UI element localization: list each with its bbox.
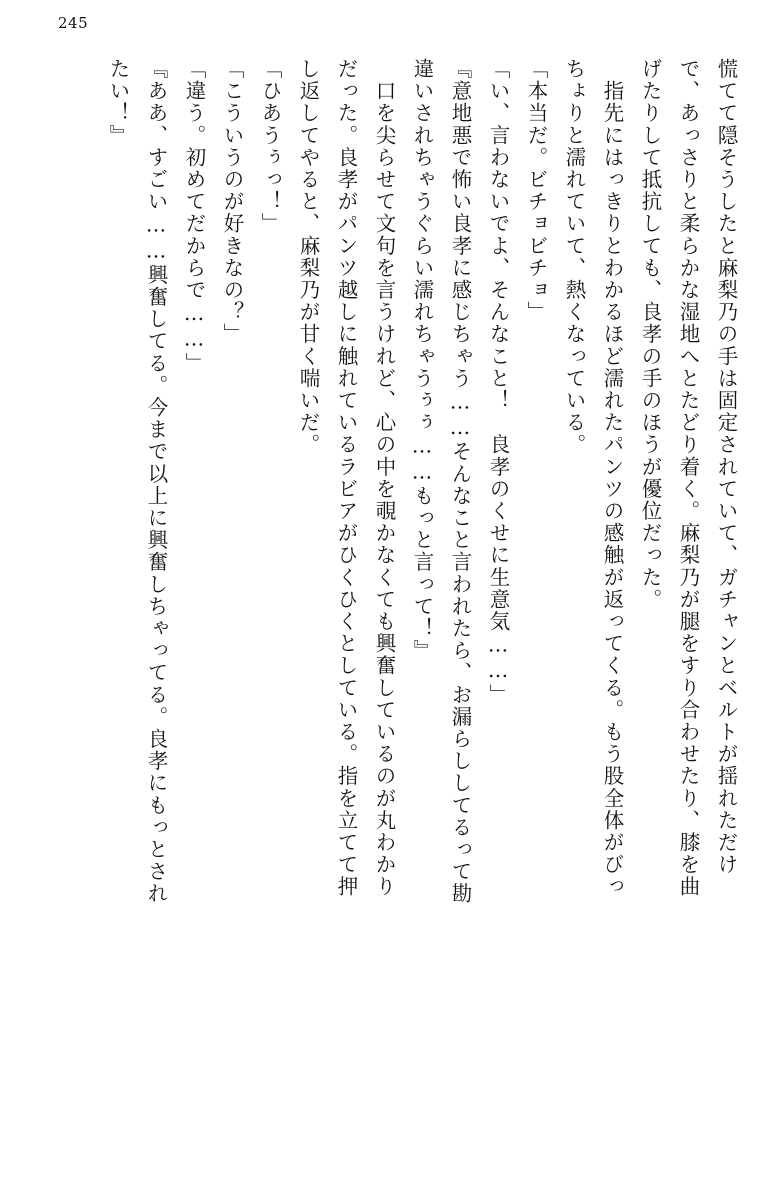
text-column: 『ああ、すごい……興奮してる。今まで以上に興奮しちゃってる。良孝にもっとされ xyxy=(144,58,168,905)
text-column: 慌てて隠そうしたと麻梨乃の手は固定されていて、ガチャンとベルトが揺れただけ xyxy=(714,58,738,876)
text-column: 違いされちゃうぐらい濡れちゃうぅぅ……もっと言って！』 xyxy=(410,58,434,662)
text-column: で、あっさりと柔らかな湿地へとたどり着く。麻梨乃が腿をすり合わせたり、膝を曲 xyxy=(676,58,700,898)
text-column: 指先にはっきりとわかるほど濡れたパンツの感触が返ってくる。もう股全体がびっ xyxy=(600,58,624,898)
text-column: 「本当だ。ビチョビチョ」 xyxy=(524,58,548,324)
body-text-columns xyxy=(30,58,736,1176)
text-column: げたりして抵抗しても、良孝の手のほうが優位だった。 xyxy=(638,58,662,611)
text-column: し返してやると、麻梨乃が甘く喘いだ。 xyxy=(296,58,320,456)
text-column: 「違う。初めてだからで……」 xyxy=(182,58,206,375)
text-column: 口を尖らせて文句を言うけれど、心の中を覗かなくても興奮しているのが丸わかり xyxy=(372,58,396,898)
text-column: たい！』 xyxy=(106,58,130,147)
text-column: 「ひあうぅっ！」 xyxy=(258,58,282,235)
text-column: 「い、言わないでよ、そんなこと！ 良孝のくせに生意気……」 xyxy=(486,58,510,706)
text-column: だった。良孝がパンツ越しに触れているラビアがひくひくとしている。指を立てて押 xyxy=(334,58,358,898)
text-column: ちょりと濡れていて、熱くなっている。 xyxy=(562,58,586,456)
text-column: 「こういうのが好きなの？」 xyxy=(220,58,244,346)
page-number: 245 xyxy=(58,14,89,32)
text-column: 『意地悪で怖い良孝に感じちゃう……そんなこと言われたら、お漏らししてるって勘 xyxy=(448,58,472,905)
